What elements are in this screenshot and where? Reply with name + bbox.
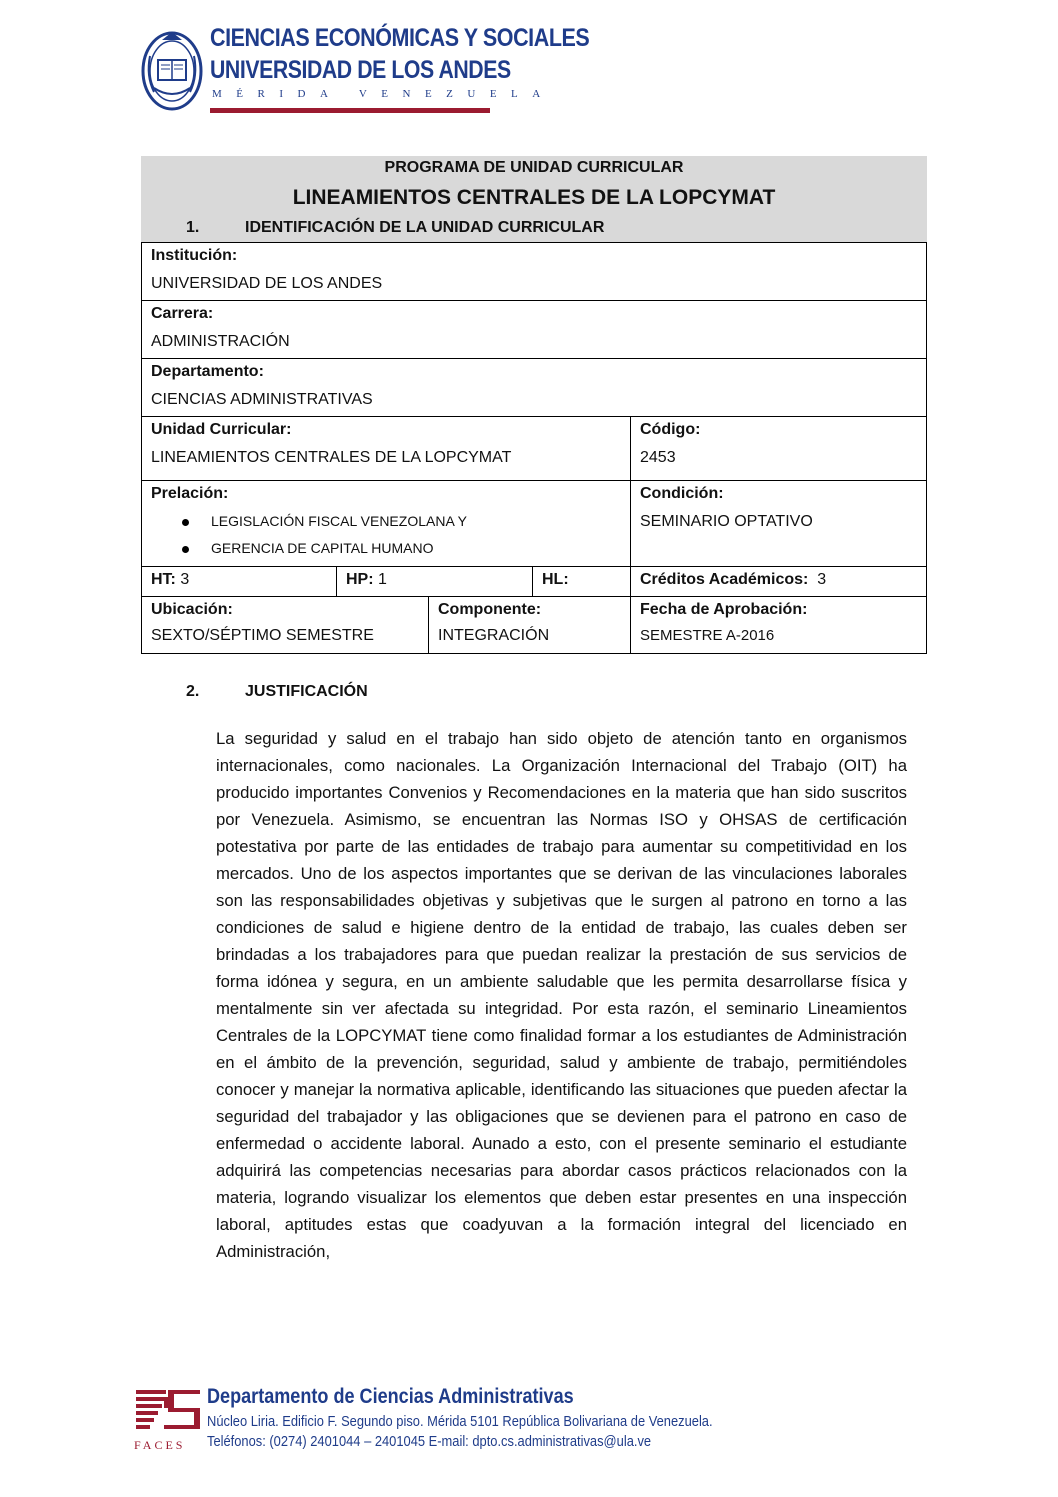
hl-label: HL: <box>542 571 569 588</box>
institucion-label: Institución: <box>151 247 238 264</box>
header-faculty-name: CIENCIAS ECONÓMICAS Y SOCIALES <box>210 24 590 52</box>
creditos-field <box>640 571 826 589</box>
condicion-cell <box>630 480 927 567</box>
hp-value: 1 <box>378 571 387 588</box>
justificacion-paragraph: La seguridad y salud en el trabajo han sido objeto de atención tanto en organismos internacionales, como nacionales. La Organización Internacional del Trabajo (OIT) ha producido importantes Convenios y Recomendaciones en la materia que han sido suscritos por Venezuela. Asimismo, se encuentran las Normas ISO y OHSAS de certificación potestativa por parte de las entidades de trabajo para aumentar su competitividad en los mercados. Uno de los aspectos importantes que se derivan de las vinculaciones laborales son las responsabilidades objetivas y subjetivas que le surgen al patrono en torno a las condiciones de salud e higiene dentro de la entidad de trabajo, las cuales deben ser brindadas a los trabajadores para que puedan realizar la prestación de sus servicios de forma idónea y segura, en un ambiente saludable que les permita desarrollarse física y mentalmente sin ver afectada su integridad. Por esta razón, el seminario Lineamientos Centrales de la LOPCYMAT tiene como finalidad formar a los estudiantes de Administración en el ámbito de la prevención, seguridad, salud y ambiente de trabajo, permitiéndoles conocer y manejar la normativa aplicable, identificando las situaciones que pueden afectar la seguridad del trabajador y las obligaciones que se devienen para el patrono en caso de enfermedad o accidente laboral. Aunado a esto, con el presente seminario el estudiante adquirirá las competencias necesarias para abordar casos prácticos relacionados con la materia, logrando visualizar los elementos que deben estar presentes en una inspección laboral, aptitudes estas que coadyuvan a la formación integral del licenciado en Administración, <box>216 729 907 1261</box>
carrera-label: Carrera: <box>151 305 214 322</box>
prelacion-cell <box>141 480 631 567</box>
university-seal-icon <box>140 26 204 112</box>
bullet-icon <box>182 546 189 553</box>
codigo-cell <box>630 416 927 481</box>
footer-address: Núcleo Liria. Edificio F. Segundo piso. Mérida 5101 República Bolivariana de Venezuela. <box>207 1413 713 1430</box>
prelacion-label: Prelación: <box>151 485 229 502</box>
header-university-name: UNIVERSIDAD DE LOS ANDES <box>210 56 511 84</box>
institucion-cell <box>141 242 927 301</box>
identification-table <box>141 242 927 654</box>
ht-label: HT: <box>151 571 176 588</box>
ubicacion-label: Ubicación: <box>151 601 233 618</box>
hp-label: HP: <box>346 571 374 588</box>
creditos-value: 3 <box>817 571 827 588</box>
prelacion-item <box>182 513 467 529</box>
carrera-cell <box>141 300 927 359</box>
hp-field <box>346 571 387 589</box>
bullet-icon <box>182 519 189 526</box>
fecha-label: Fecha de Aprobación: <box>640 601 808 618</box>
institucion-value: UNIVERSIDAD DE LOS ANDES <box>151 275 383 292</box>
componente-value: INTEGRACIÓN <box>438 627 550 644</box>
departamento-cell <box>141 358 927 417</box>
ht-value: 3 <box>180 571 190 588</box>
section-label: JUSTIFICACIÓN <box>245 683 368 700</box>
footer-faces-label: FACES <box>134 1438 186 1452</box>
fecha-value: SEMESTRE A-2016 <box>640 627 775 644</box>
fecha-cell <box>630 596 927 654</box>
ht-field <box>151 571 189 589</box>
program-heading: PROGRAMA DE UNIDAD CURRICULAR <box>384 159 684 176</box>
creditos-cell <box>630 566 927 597</box>
ht-cell <box>141 566 337 597</box>
prelacion-item-text: GERENCIA DE CAPITAL HUMANO <box>211 540 434 556</box>
unidad-label: Unidad Curricular: <box>151 421 292 438</box>
section-number: 2. <box>186 683 200 700</box>
componente-label: Componente: <box>438 601 542 618</box>
prelacion-item-text: LEGISLACIÓN FISCAL VENEZOLANA Y <box>211 513 467 529</box>
footer-contact: Teléfonos: (0274) 2401044 – 2401045 E-mail: dpto.cs.administrativas@ula.ve <box>207 1433 652 1450</box>
ubicacion-cell <box>141 596 429 654</box>
course-title: LINEAMIENTOS CENTRALES DE LA LOPCYMAT <box>292 186 776 209</box>
prelacion-item <box>182 540 433 556</box>
condicion-value: SEMINARIO OPTATIVO <box>640 513 813 530</box>
university-header-logo <box>140 22 590 118</box>
creditos-label: Créditos Académicos: <box>640 571 809 588</box>
unidad-cell <box>141 416 631 481</box>
departamento-label: Departamento: <box>151 363 264 380</box>
departamento-value: CIENCIAS ADMINISTRATIVAS <box>151 391 373 408</box>
hl-cell <box>532 566 631 597</box>
hp-cell <box>336 566 533 597</box>
codigo-label: Código: <box>640 421 701 438</box>
ubicacion-value: SEXTO/SÉPTIMO SEMESTRE <box>151 627 374 644</box>
codigo-value: 2453 <box>640 449 676 466</box>
componente-cell <box>428 596 631 654</box>
carrera-value: ADMINISTRACIÓN <box>151 333 290 350</box>
footer-department-name: Departamento de Ciencias Administrativas <box>207 1385 574 1408</box>
section-label: IDENTIFICACIÓN DE LA UNIDAD CURRICULAR <box>245 219 605 236</box>
section-number: 1. <box>186 219 200 236</box>
header-location: MÉRIDA VENEZUELA <box>212 88 555 100</box>
condicion-label: Condición: <box>640 485 724 502</box>
header-divider <box>210 108 490 113</box>
unidad-value: LINEAMIENTOS CENTRALES DE LA LOPCYMAT <box>151 449 512 466</box>
